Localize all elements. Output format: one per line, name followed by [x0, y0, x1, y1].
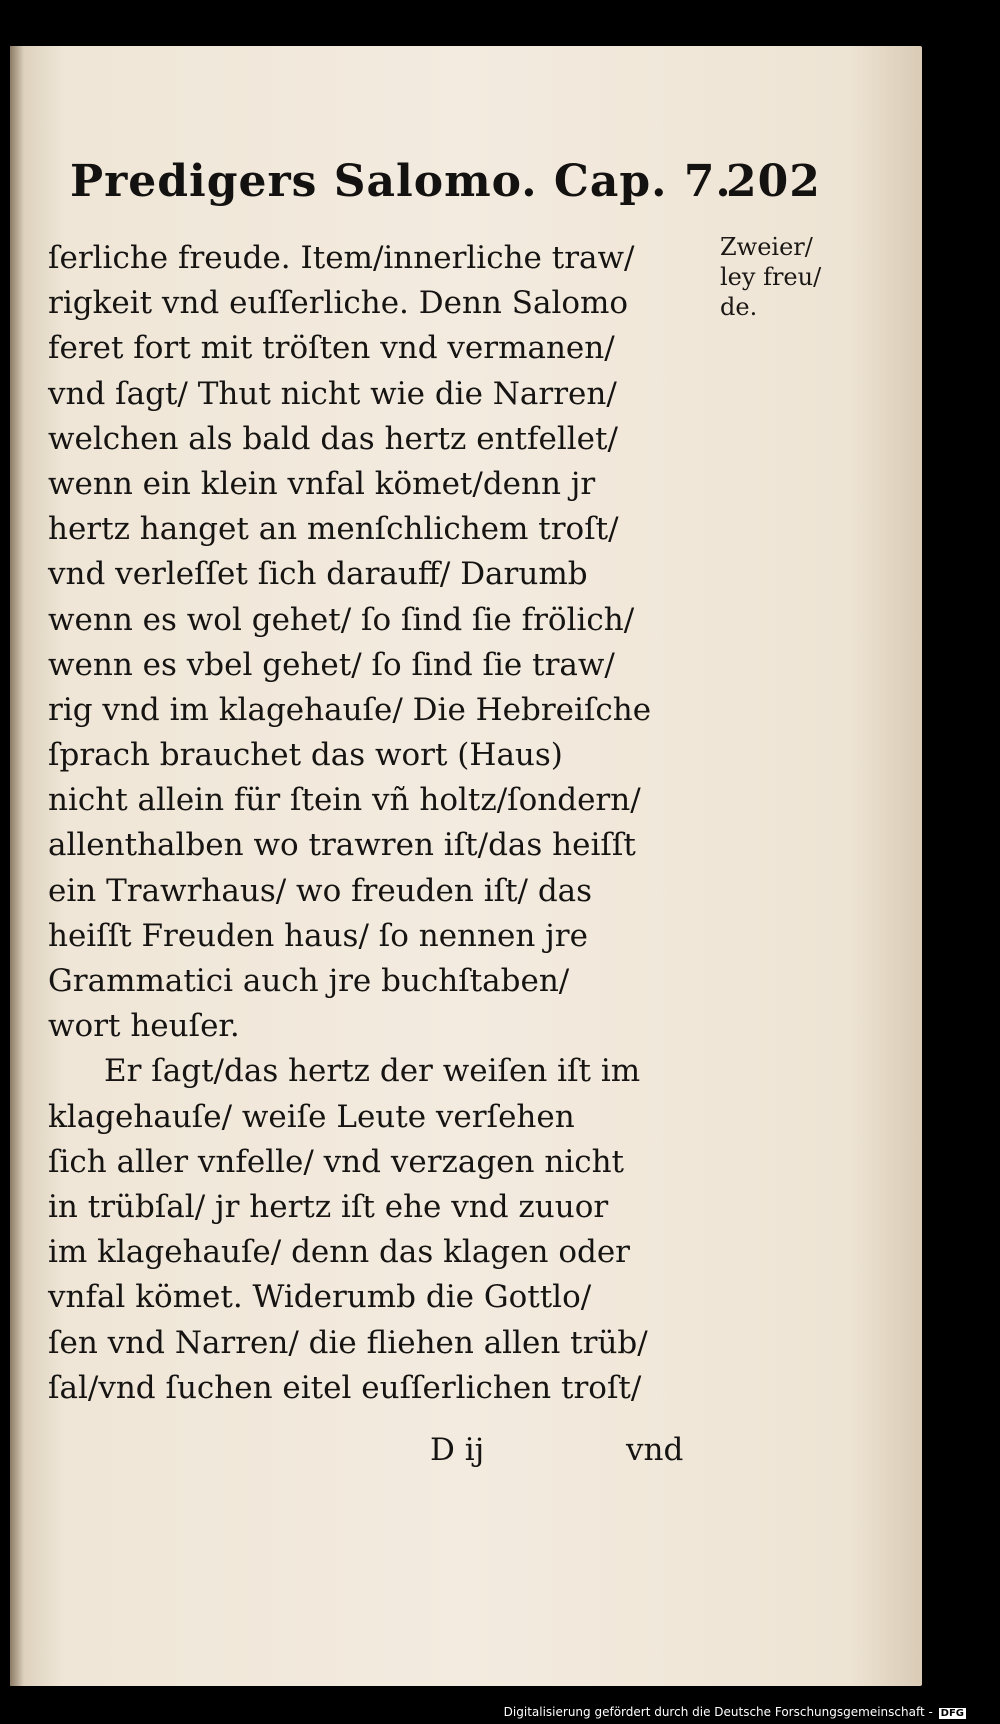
text-line: ſich aller vnfelle/ vnd verzagen nicht [48, 1143, 625, 1180]
text-line: wenn es vbel gehet/ ſo ſind ſie traw/ [48, 646, 615, 683]
text-line: vnd ſagt/ Thut nicht wie die Narren/ [48, 375, 617, 412]
running-title: Predigers Salomo. Cap. 7. [70, 156, 732, 207]
footer-bar [0, 1698, 1000, 1724]
text-line: Grammatici auch jre buchſtaben/ [48, 963, 570, 999]
text-line: welchen als bald das hertz entfellet/ [48, 420, 618, 457]
text-line: in trübſal/ jr hertz iſt ehe vnd zuuor [48, 1188, 609, 1225]
credit-text: Digitalisierung gefördert durch die Deutsche Forschungsgemeinschaft - [503, 1705, 933, 1719]
margin-note [720, 232, 840, 322]
text-line: hertz hanget an menſchlichem troſt/ [48, 511, 619, 548]
margin-note-line: de. [720, 293, 758, 321]
text-line: vnfal kömet. Widerumb die Gottlo/ [48, 1279, 592, 1316]
margin-note-line: Zweier/ [720, 233, 813, 261]
text-line: klagehauſe/ weiſe Leute verſehen [48, 1098, 575, 1135]
catchword: vnd [626, 1432, 684, 1468]
page-spine-shadow [10, 46, 24, 1686]
text-line: rigkeit vnd euſſerliche. Denn Salomo [48, 285, 629, 322]
text-line: vnd verleſſet ſich darauff/ Darumb [48, 556, 588, 593]
text-line: wort heuſer. [48, 1008, 240, 1045]
text-line: Er ſagt/das hertz der weiſen iſt im [104, 1053, 641, 1090]
digitization-credit [504, 1705, 966, 1719]
signature-mark: D ij [430, 1432, 485, 1468]
text-line: wenn ein klein vnfal kömet/denn jr [48, 465, 596, 502]
text-line: ſprach brauchet das wort (Haus) [48, 737, 563, 774]
text-line: im klagehauſe/ denn das klagen oder [48, 1234, 630, 1271]
text-line: heiſſt Freuden haus/ ſo nennen jre [48, 917, 588, 954]
page-number: 202 [726, 156, 821, 207]
text-line: ſerliche freude. Item/innerliche traw/ [48, 240, 635, 276]
text-line: ein Trawrhaus/ wo freuden iſt/ das [48, 872, 593, 909]
text-line: allenthalben wo trawren iſt/das heiſſt [48, 827, 636, 864]
text-line: wenn es wol gehet/ ſo ſind ſie frölich/ [48, 601, 635, 638]
text-line: rig vnd im klagehauſe/ Die Hebreiſche [48, 691, 652, 728]
text-line: feret fort mit tröſten vnd vermanen/ [48, 330, 615, 367]
text-line: ſal/vnd ſuchen eitel euſſerlichen troſt/ [48, 1369, 642, 1406]
text-line: ſen vnd Narren/ die fliehen allen trüb/ [48, 1324, 648, 1361]
body-text [48, 236, 708, 1411]
dfg-logo: DFG [940, 1708, 964, 1719]
text-line: nicht allein für ſtein vñ holtz/ſondern/ [48, 782, 641, 819]
margin-note-line: ley freu/ [720, 263, 822, 291]
